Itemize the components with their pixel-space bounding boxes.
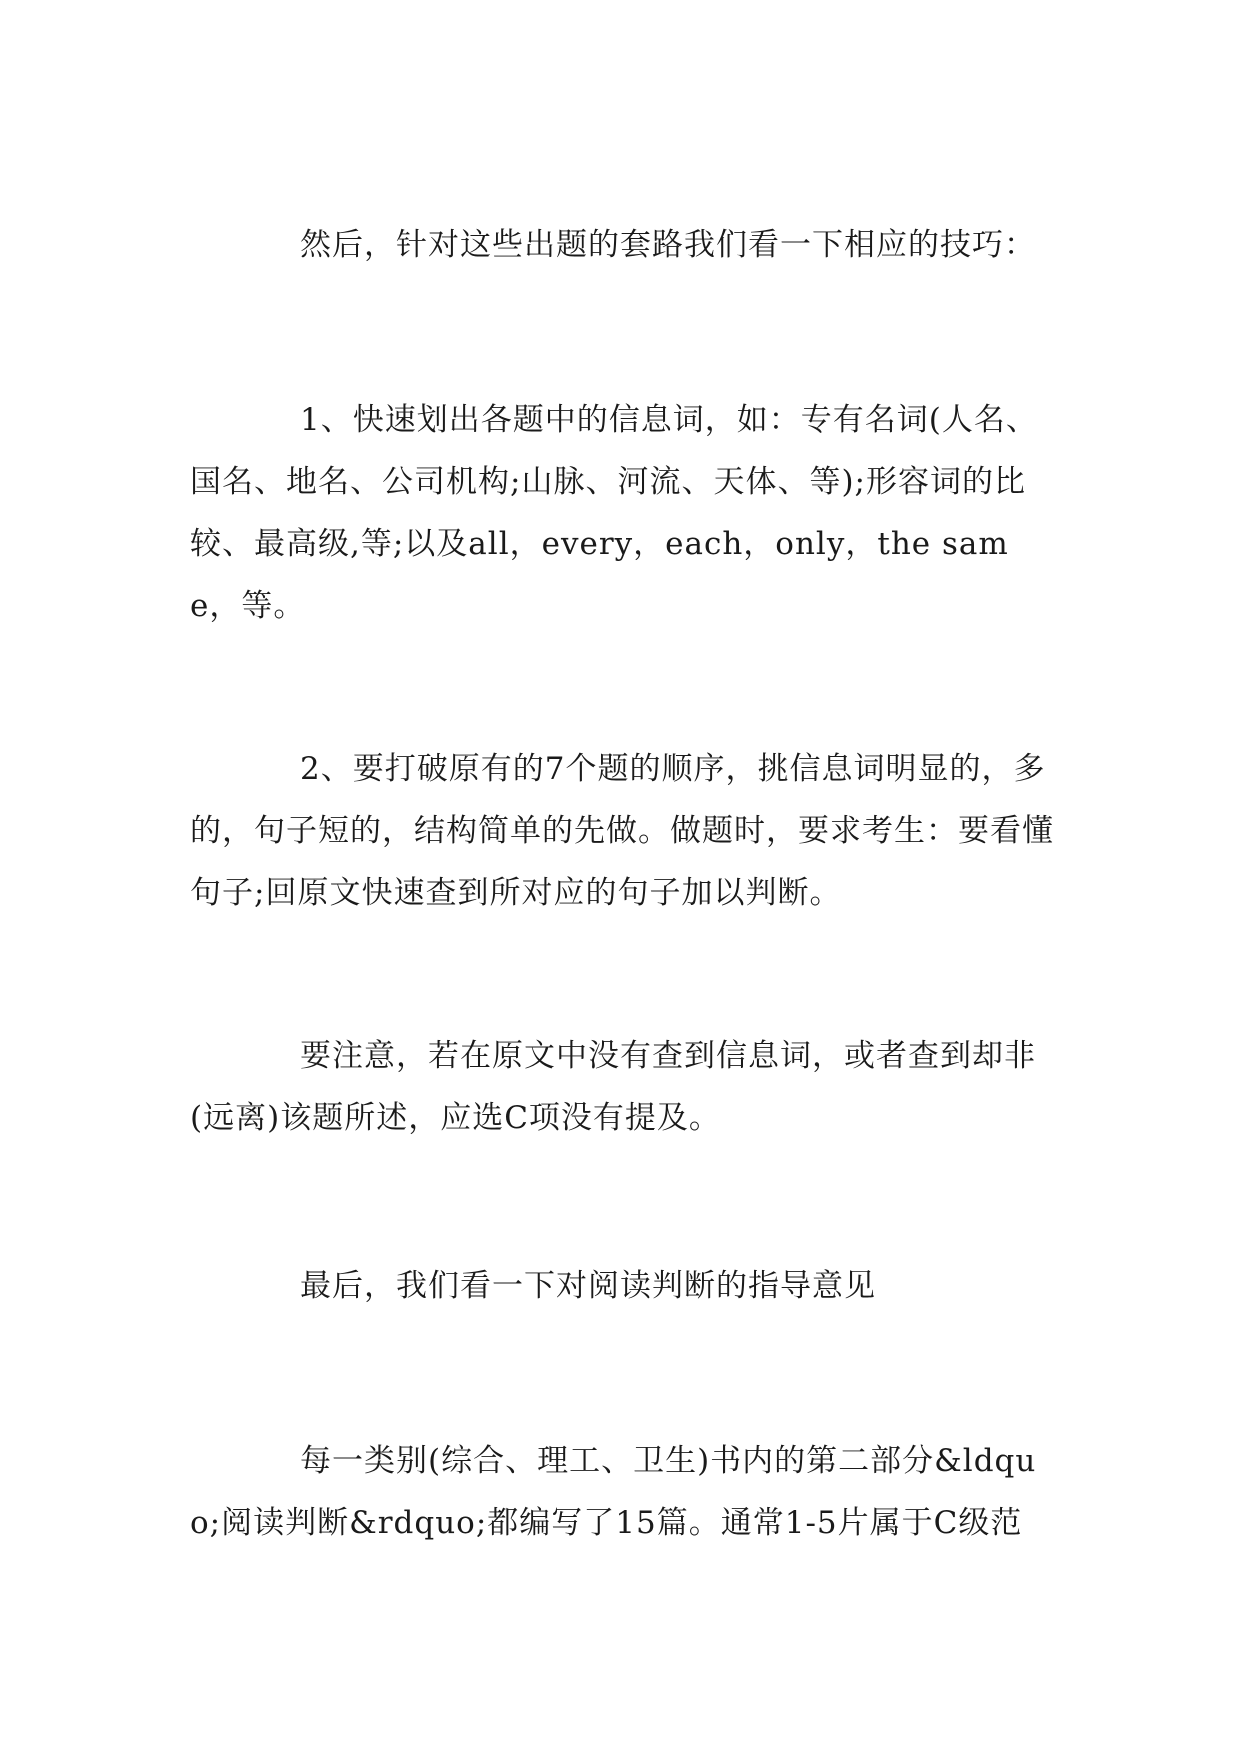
paragraph-tip-2: 2、要打破原有的7个题的顺序，挑信息词明显的，多的，句子短的，结构简单的先做。做题时，要求考生：要看懂句子;回原文快速查到所对应的句子加以判断。 <box>190 751 1054 911</box>
paragraph-guidance-heading: 最后，我们看一下对阅读判断的指导意见 <box>300 1268 876 1304</box>
paragraph-note: 要注意，若在原文中没有查到信息词，或者查到却非(远离)该题所述，应选C项没有提及。 <box>190 1038 1036 1136</box>
paragraph-tip-1: 1、快速划出各题中的信息词，如：专有名词(人名、国名、地名、公司机构;山脉、河流、天体、等);形容词的比较、最高级,等;以及all，every，each，only，the same，等。 <box>190 402 1038 624</box>
paragraph-intro-techniques: 然后，针对这些出题的套路我们看一下相应的技巧： <box>300 227 1036 263</box>
paragraph-categories: 每一类别(综合、理工、卫生)书内的第二部分&ldquo;阅读判断&rdquo;都编写了15篇。通常1-5片属于C级范 <box>190 1443 1037 1541</box>
